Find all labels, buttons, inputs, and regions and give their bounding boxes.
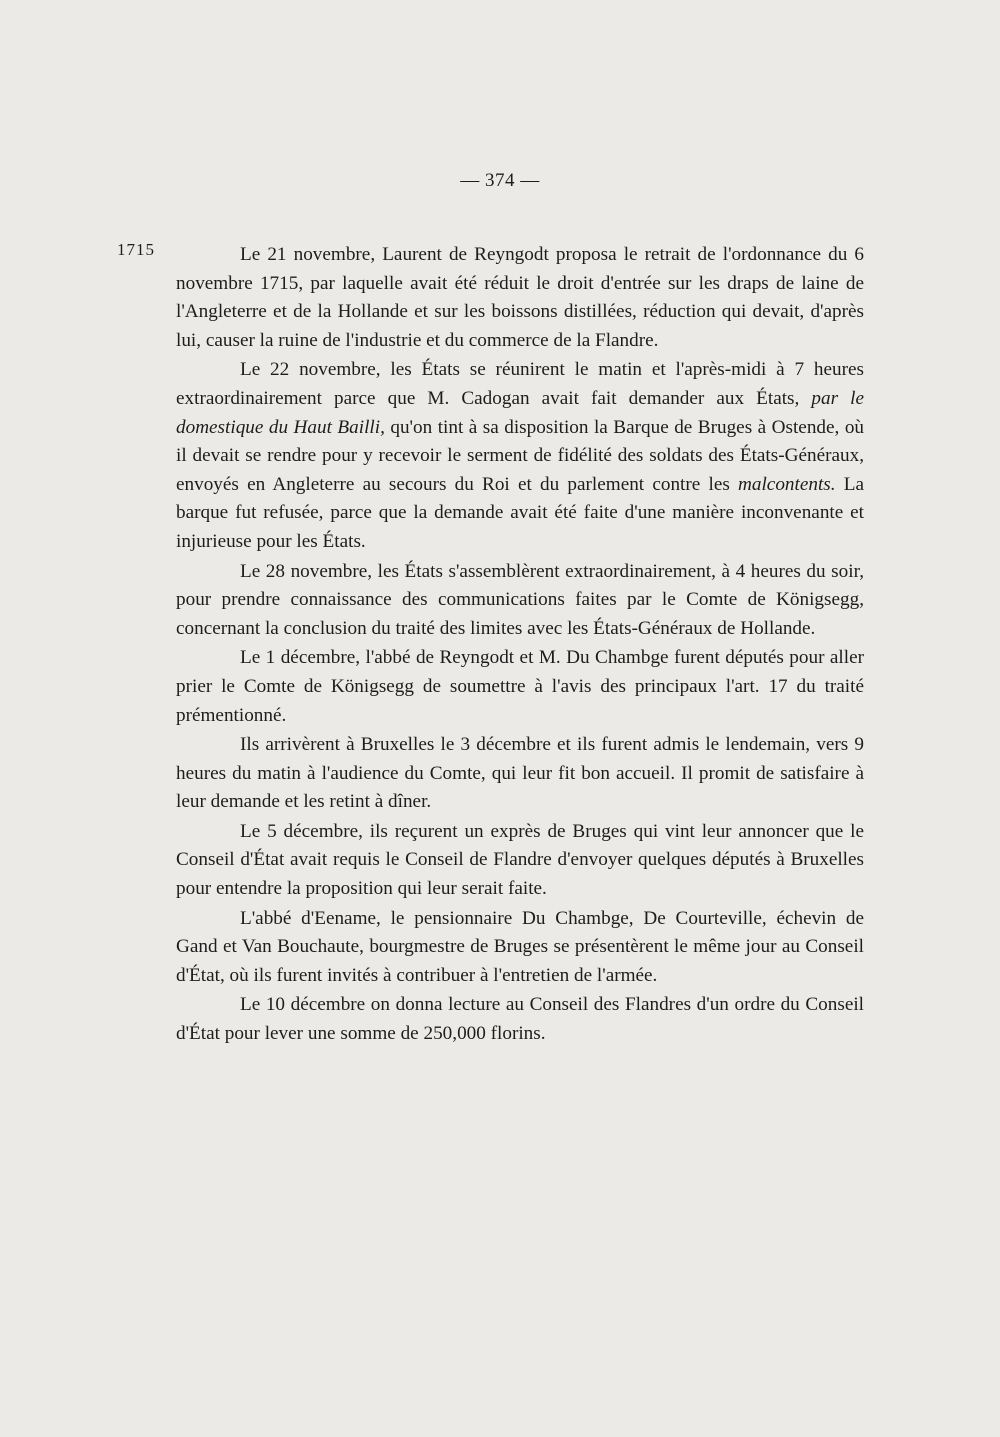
paragraph-4: Le 1 décembre, l'abbé de Reyngodt et M. Du Chambge furent députés pour aller prier le Comte de Königsegg de soumettre à l'avis des principaux l'art. 17 du traité prémentionné. bbox=[176, 647, 864, 726]
paragraph-2-italic-phrase-2: malcontents. bbox=[738, 473, 836, 495]
paragraph-2 bbox=[176, 356, 864, 556]
paragraph-6: Le 5 décembre, ils reçurent un exprès de Bruges qui vint leur annoncer que le Conseil d'État avait requis le Conseil de Flandre d'envoyer quelques députés à Bruxelles pour entendre la proposition qui leur serait faite. bbox=[176, 820, 864, 900]
paragraph-1: Le 21 novembre, Laurent de Reyngodt proposa le retrait de l'ordonnance du 6 novembre 1715, par laquelle avait été réduit le droit d'entrée sur les draps de laine de l'Angleterre et de la Hollande et sur les boissons distillées, réduction qui devait, d'après lui, causer la ruine de l'industrie et du commerce de la Flandre. bbox=[176, 244, 864, 351]
paragraph-2-part-3: La barque fut refusée, parce que la demande avait été faite d'une manière inconvenante et injurieuse pour les États. bbox=[176, 473, 864, 552]
paragraph-3: Le 28 novembre, les États s'assemblèrent extraordinairement, à 4 heures du soir, pour prendre connaissance des communications faites par le Comte de Königsegg, concernant la conclusion du traité des limites avec les États-Généraux de Hollande. bbox=[176, 560, 864, 639]
page-number: — 374 — bbox=[460, 170, 540, 191]
body-text bbox=[176, 241, 864, 1050]
paragraph-8: Le 10 décembre on donna lecture au Conseil des Flandres d'un ordre du Conseil d'État pour lever une somme de 250,000 florins. bbox=[176, 994, 864, 1045]
paragraph-2-italic-phrase-1: par le domestique du Haut Bailli, bbox=[176, 387, 864, 438]
paragraph-5: Ils arrivèrent à Bruxelles le 3 décembre et ils furent admis le lendemain, vers 9 heures du matin à l'audience du Comte, qui leur fit bon accueil. Il promit de satisfaire à leur demande et les retint à dîner. bbox=[176, 734, 864, 813]
paragraph-2-part-1: Le 22 novembre, les États se réunirent le matin et l'après-midi à 7 heures extraordinairement parce que M. Cadogan avait fait demander aux États, bbox=[176, 359, 864, 409]
margin-year-note: 1715 bbox=[117, 240, 155, 259]
paragraph-2-part-2: qu'on tint à sa disposition la Barque de Bruges à Ostende, où il devait se rendre pour y recevoir le serment de fidélité des soldats des États-Généraux, envoyés en Angleterre au secours du Roi et du parlement contre les bbox=[176, 416, 865, 495]
paragraph-7: L'abbé d'Eename, le pensionnaire Du Chambge, De Courteville, échevin de Gand et Van Bouchaute, bourgmestre de Bruges se présentèrent le même jour au Conseil d'État, où ils furent invités à contribuer à l'entretien de l'armée. bbox=[176, 907, 864, 986]
